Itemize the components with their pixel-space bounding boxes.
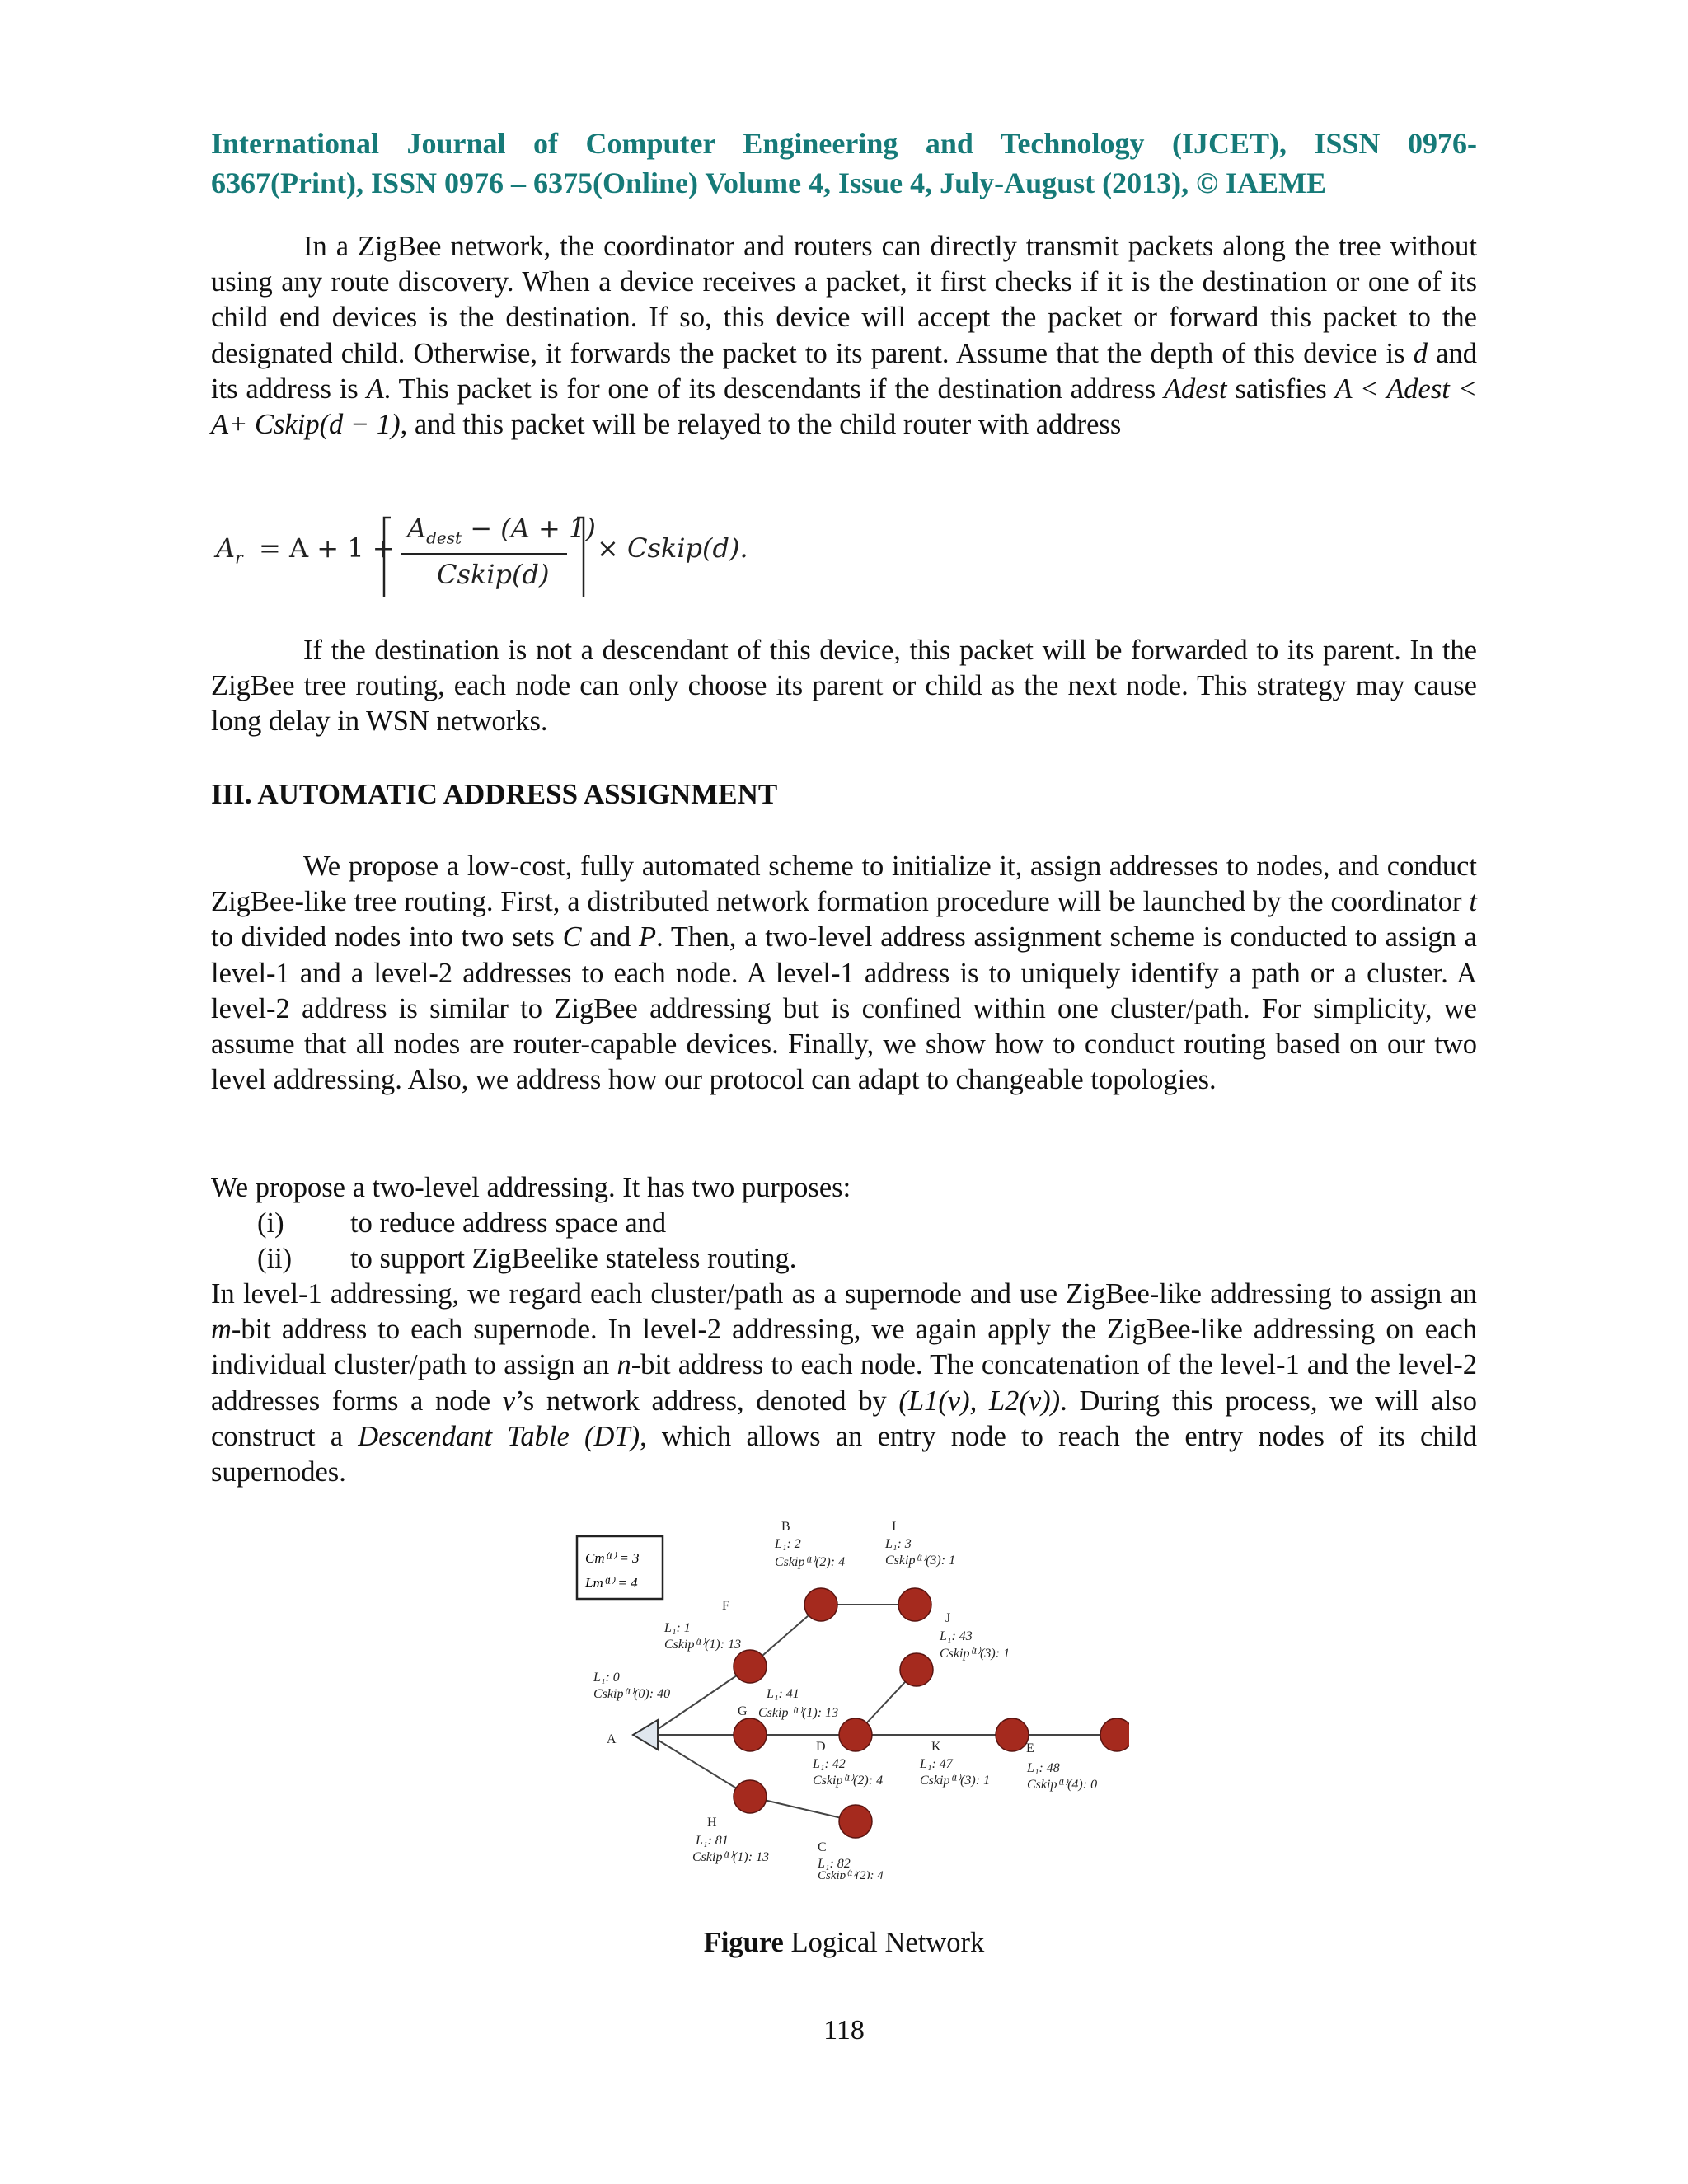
- label-e-id: E: [1026, 1741, 1034, 1755]
- paragraph-descendant: If the destination is not a descendant of this device, this packet will be forwarded to its parent. In the ZigBee tree routing, each node can only choose its parent or child as the next node. This strategy may cause long delay in WSN networks.: [211, 635, 1477, 738]
- purpose-list: [257, 1206, 1477, 1277]
- label-h-id: H: [707, 1816, 717, 1830]
- node-b: [804, 1588, 837, 1621]
- page-number: 118: [823, 2015, 865, 2046]
- label-k-c: Cskip⁽¹⁾(3): 1: [920, 1774, 991, 1788]
- section-heading: III. AUTOMATIC ADDRESS ASSIGNMENT: [211, 778, 778, 810]
- label-g-c: Cskip ⁽¹⁾(1): 13: [758, 1706, 839, 1720]
- list-item: (i) to reduce address space and: [257, 1207, 667, 1239]
- legend-cm: Cm⁽¹⁾ = 3: [585, 1550, 640, 1566]
- journal-header-line-1: International Journal of Computer Engineering and Technology (IJCET), ISSN 0976-: [211, 127, 1477, 160]
- node-h: [734, 1780, 767, 1813]
- paragraph-zigbee-routing: In a ZigBee network, the coordinator and routers can directly transmit packets along the tree without using any route discovery. When a device receives a packet, it first checks if it is the destination or one of its child end devices is the destination. If so, this device will accept the packet or forward this packet to the designated child. Otherwise, it forwards the packet to its parent. Assume that the depth of this device is d and its address is A. This packet is for one of its descendants if the destination address Adest satisfies A < Adest < A+ Cskip(d − 1), and this packet will be relayed to the child router with address: [211, 231, 1477, 441]
- node-j: [900, 1653, 933, 1686]
- label-j-l: L₁: 43: [940, 1629, 973, 1643]
- node-c: [839, 1805, 872, 1838]
- legend-lm: Lm⁽¹⁾ = 4: [585, 1575, 638, 1591]
- label-d-c: Cskip⁽¹⁾(2): 4: [813, 1774, 884, 1788]
- figure-caption: Figure Logical Network: [703, 1927, 985, 1958]
- label-a-c: Cskip⁽¹⁾(0): 40: [593, 1687, 671, 1701]
- label-e-c: Cskip⁽¹⁾(4): 0: [1027, 1778, 1098, 1792]
- label-j-id: J: [945, 1611, 951, 1625]
- label-c-id: C: [818, 1840, 827, 1854]
- label-a-l: L₁: 0: [593, 1671, 620, 1685]
- coordinator-node-a: [633, 1720, 658, 1750]
- paragraph-proposal: We propose a low-cost, fully automated scheme to initialize it, assign addresses to nodes, and conduct ZigBee-like tree routing. First, a distributed network formation procedure will be launched by the coordinator t to divided nodes into two sets C and P. Then, a two-level address assignment scheme is conducted to assign a level-1 and a level-2 addresses to each node. A level-1 address is to uniquely identify a path or a cluster. A level-2 address is similar to ZigBee addressing but is confined within one cluster/path. For simplicity, we assume that all nodes are router-capable devices. Finally, we show how to conduct routing based on our two level addressing. Also, we address how our protocol can adapt to changeable topologies.: [211, 851, 1477, 1096]
- label-b-l: L₁: 2: [775, 1537, 801, 1551]
- label-k-l: L₁: 47: [920, 1757, 953, 1771]
- label-f-c: Cskip⁽¹⁾(1): 13: [664, 1638, 742, 1652]
- node-g: [734, 1718, 767, 1751]
- label-f-l: L₁: 1: [664, 1621, 691, 1635]
- label-a-id: A: [607, 1732, 617, 1746]
- label-j-c: Cskip⁽¹⁾(3): 1: [940, 1647, 1010, 1661]
- label-g-l: L₁: 41: [767, 1687, 799, 1701]
- node-e: [1100, 1718, 1129, 1751]
- node-f: [734, 1650, 767, 1683]
- label-f-id: F: [722, 1599, 729, 1613]
- label-i-id: I: [892, 1520, 897, 1534]
- label-i-c: Cskip⁽¹⁾(3): 1: [885, 1554, 956, 1568]
- label-h-c: Cskip⁽¹⁾(1): 13: [692, 1850, 770, 1864]
- journal-header-line-2: 6367(Print), ISSN 0976 – 6375(Online) Volume 4, Issue 4, July-August (2013), © IAEME: [211, 166, 1327, 199]
- journal-header: [211, 124, 1477, 203]
- label-c-c: Cskip⁽¹⁾(2): 4: [818, 1869, 884, 1879]
- label-d-l: L₁: 42: [813, 1757, 846, 1771]
- logical-network-figure: [569, 1516, 1129, 1879]
- label-i-l: L₁: 3: [885, 1537, 912, 1551]
- label-h-l: L₁: 81: [696, 1834, 729, 1848]
- node-i: [898, 1588, 931, 1621]
- list-item: (ii) to support ZigBeelike stateless routing.: [257, 1243, 797, 1275]
- page: International Journal of Computer Engineering and Technology (IJCET), ISSN 0976- 6367(Print), ISSN 0976 – 6375(Online) Volume 4, Issue 4, July-August (2013), © IAEME In a ZigBee network, the coordinator and routers can directly transmit packets along the tree without using any route discovery. When a device receives a packet, it first checks if it is the destination or one of its child end devices is the destination. If so, this device will accept the packet or forward this packet to the designated child. Otherwise, it forwards the packet to its parent. Assume that the depth of this device is d and its address is A. This packet is for one of its descendants if the destination address Adest satisfies A < Adest < A+ Cskip(d − 1), and this packet will be relayed to the child router with address $A_r$ = A + 1 + $A_{dest} - (A + 1)$ Cskip(d) × Cskip(d). If the destination is not a descendant of this device, this packet will be forwarded to its parent. In the ZigBee tree routing, each node can only choose its parent or child as the next node. This strategy may cause long delay in WSN networks. III. AUTOMATIC ADDRESS ASSIGNMENT We propose a low-cost, fully automated scheme to initialize it, assign addresses to nodes, and conduct ZigBee-like tree routing. First, a distributed network formation procedure will be launched by the coordinator t to divided nodes into two sets C and P. Then, a two-level address assignment scheme is conducted to assign a level-1 and a level-2 addresses to each node. A level-1 address is to uniquely identify a path or a cluster. A level-2 address is similar to ZigBee addressing but is confined within one cluster/path. For simplicity, we assume that all nodes are router-capable devices. Finally, we show how to conduct routing based on our two level addressing. Also, we address how our protocol can adapt to changeable topologies. We propose a two-level addressing. It has two purposes: (i) to reduce address space and (ii) to support ZigBeelike stateless routing. In level-1 addressing, we regard each cluster/path as a supernode and use ZigBee-like addressing to assign an m-bit address to each supernode. In level-2 addressing, we again apply the ZigBee-like addressing on each individual cluster/path to assign an n-bit address to each node. The concatenation of the level-1 and the level-2 addresses forms a node v’s network address, denoted by (L1(v), L2(v)). During this process, we will also construct a Descendant Table (DT), which allows an entry node to reach the entry nodes of its child supernodes. Cm⁽¹⁾ = 3 Lm⁽¹⁾ = 4 A L₁: 0 Cskip⁽¹⁾(0): 40 F L₁: 1 Cskip⁽¹⁾(1): 13 B L₁: 2 Cskip⁽¹⁾(2): 4 I L₁: 3 Cskip⁽¹⁾(3): 1 J L₁: 43 Cskip⁽¹⁾(3): 1 G L₁: 41 Cskip ⁽¹⁾(1): 13 D L₁: 42 Cskip⁽¹⁾(2): 4 K L₁: 47 Cskip⁽¹⁾(3): 1 E L₁: 48 Cskip⁽¹⁾(4): 0 H L₁: 81 Cskip⁽¹⁾(1): 13 C L₁: 82 Cskip⁽¹⁾(2): 4 Figure Logical Network 118: [0, 0, 1688, 2184]
- node-k: [996, 1718, 1029, 1751]
- paragraph-two-level: We propose a two-level addressing. It has two purposes:: [211, 1172, 851, 1203]
- label-b-id: B: [781, 1520, 790, 1534]
- paragraph-level-addressing: In level-1 addressing, we regard each cluster/path as a supernode and use ZigBee-like addressing to assign an m-bit address to each supernode. In level-2 addressing, we again apply the ZigBee-like addressing on each individual cluster/path to assign an n-bit address to each node. The concatenation of the level-1 and the level-2 addresses forms a node v’s network address, denoted by (L1(v), L2(v)). During this process, we will also construct a Descendant Table (DT), which allows an entry node to reach the entry nodes of its child supernodes.: [211, 1278, 1478, 1488]
- label-d-id: D: [816, 1740, 826, 1754]
- node-d: [839, 1718, 872, 1751]
- label-c-l: L₁: 82: [818, 1857, 851, 1871]
- network-diagram: [569, 1516, 1129, 1879]
- label-g-id: G: [738, 1704, 748, 1718]
- label-e-l: L₁: 48: [1027, 1761, 1060, 1775]
- label-k-id: K: [931, 1740, 941, 1754]
- label-b-c: Cskip⁽¹⁾(2): 4: [775, 1555, 846, 1569]
